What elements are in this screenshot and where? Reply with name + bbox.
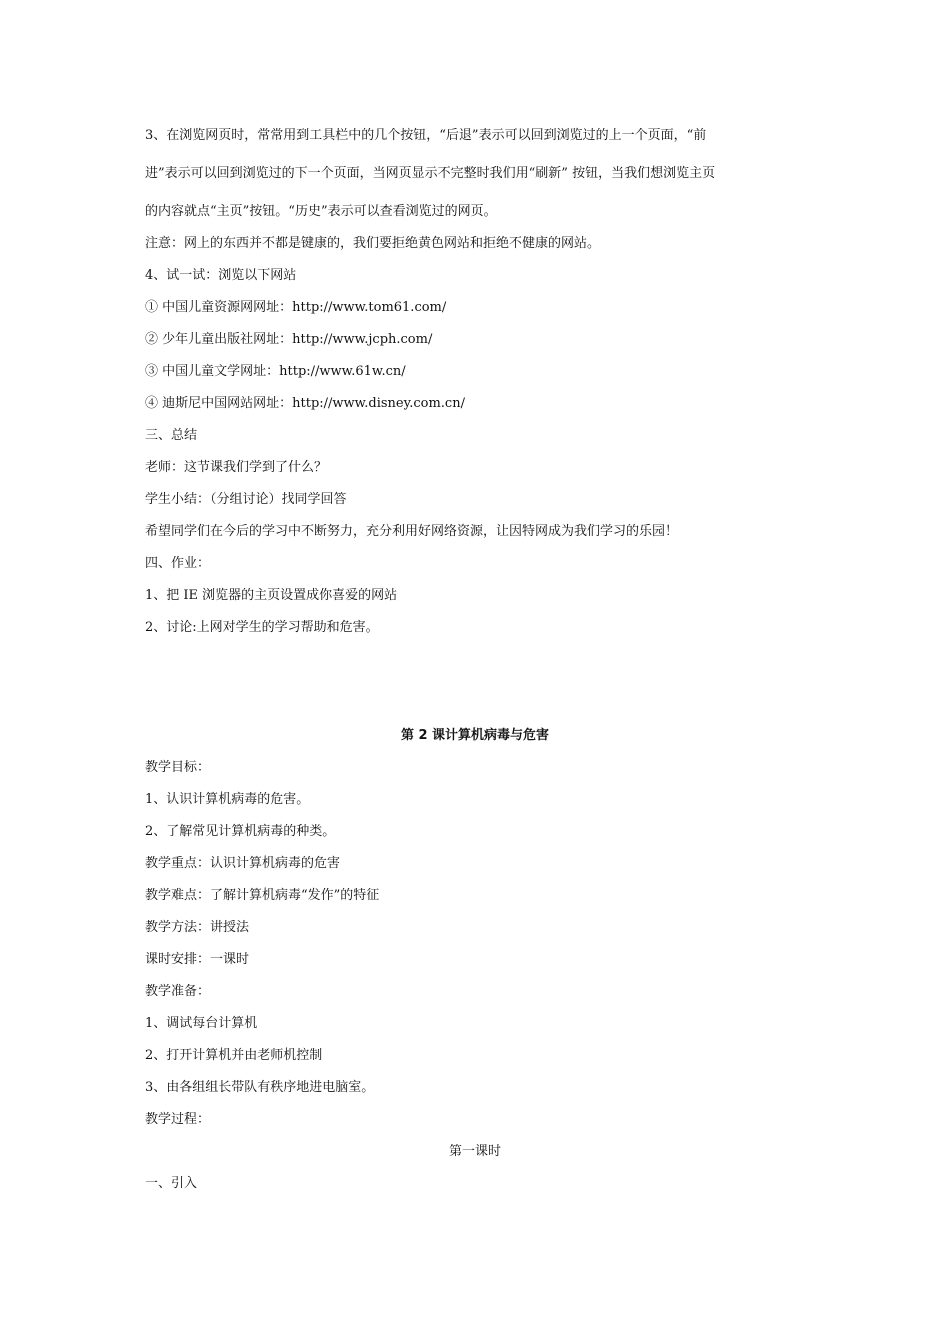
prep-item-1: 1、调试每台计算机	[145, 1016, 258, 1031]
homework-item-1: 1、把 IE 浏览器的主页设置成你喜爱的网站	[145, 588, 398, 603]
homework-item-2: 2、讨论:上网对学生的学习帮助和危害。	[145, 620, 379, 635]
teacher-question: 老师：这节课我们学到了什么？	[145, 460, 328, 475]
lesson-title: 第 2 课计算机病毒与危害	[400, 728, 550, 743]
key-point-line: 教学重点：认识计算机病毒的危害	[145, 856, 341, 871]
intro-heading: 一、引入	[145, 1176, 198, 1191]
process-heading: 教学过程：	[145, 1112, 211, 1127]
hope-line: 希望同学们在今后的学习中不断努力，充分利用好网络资源，让因特网成为我们学习的乐园！	[145, 524, 679, 539]
prep-item-3: 3、由各组组长带队有秩序地进电脑室。	[145, 1080, 375, 1095]
schedule-line: 课时安排：一课时	[145, 952, 250, 967]
period-heading: 第一课时	[448, 1144, 501, 1159]
browse-paragraph-line-2: 进”表示可以回到浏览过的下一个页面，当网页显示不完整时我们用“刷新” 按钮，当我们想浏览主页	[145, 166, 716, 181]
goal-item-2: 2、了解常见计算机病毒的种类。	[145, 824, 336, 839]
site-item-2: ② 少年儿童出版社网址：http://www.jcph.com/	[145, 332, 433, 347]
try-heading: 4、试一试：浏览以下网站	[145, 268, 297, 283]
site-item-4: ④ 迪斯尼中国网站网址：http://www.disney.com.cn/	[145, 396, 465, 411]
prep-heading: 教学准备：	[145, 984, 211, 999]
student-summary: 学生小结：（分组讨论）找同学回答	[145, 492, 347, 507]
site-item-1: ① 中国儿童资源网网址：http://www.tom61.com/	[145, 300, 447, 315]
goal-item-1: 1、认识计算机病毒的危害。	[145, 792, 310, 807]
browse-paragraph-line-1: 3、在浏览网页时，常常用到工具栏中的几个按钮，“后退”表示可以回到浏览过的上一个页面，“前	[145, 128, 707, 143]
site-item-3: ③ 中国儿童文学网址：http://www.61w.cn/	[145, 364, 406, 379]
homework-heading: 四、作业：	[145, 556, 211, 571]
prep-item-2: 2、打开计算机并由老师机控制	[145, 1048, 323, 1063]
difficulty-line: 教学难点：了解计算机病毒“发作”的特征	[145, 888, 380, 903]
note-line: 注意：网上的东西并不都是键康的，我们要拒绝黄色网站和拒绝不健康的网站。	[145, 236, 601, 251]
summary-heading: 三、总结	[145, 428, 198, 443]
method-line: 教学方法：讲授法	[145, 920, 250, 935]
goals-heading: 教学目标：	[145, 760, 211, 775]
browse-paragraph-line-3: 的内容就点“主页”按钮。“历史”表示可以查看浏览过的网页。	[145, 204, 497, 219]
